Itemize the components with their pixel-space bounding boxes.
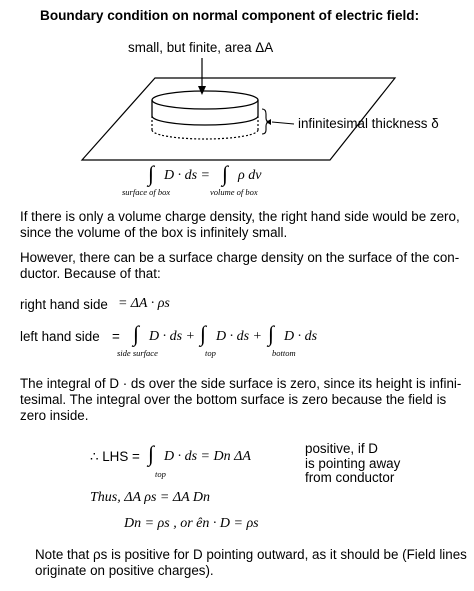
rhs-expr: = ΔA · ρs — [118, 296, 170, 311]
note-positive: is pointing away — [305, 456, 401, 471]
lhs-term-bottom: D · ds — [284, 329, 318, 344]
integral-sign: ∫ — [133, 321, 140, 346]
area-label: small, but finite, area ΔA — [128, 40, 274, 55]
lhs-label: left hand side — [20, 329, 100, 344]
para1-line: since the volume of the box is infinitely small. — [20, 225, 288, 240]
para3-line: The integral of D · ds over the side surface is zero, since its height is infini- — [20, 376, 462, 391]
note-positive: from conductor — [305, 470, 395, 485]
thus-line: Thus, ΔA ρs = ΔA Dn — [90, 490, 210, 505]
thickness-arrow — [272, 122, 294, 124]
pillbox-top — [152, 91, 258, 109]
integral-sign: ∫ — [268, 321, 275, 346]
lhs-term-top: D · ds + — [216, 329, 263, 344]
integral-sign: ∫ — [148, 161, 155, 186]
para2-line: However, there can be a surface charge density on the surface of the con- — [20, 250, 460, 265]
para3-line: tesimal. The integral over the bottom surface is zero because the field is — [20, 392, 447, 407]
eq1-sub-right: volume of box — [210, 187, 258, 197]
therefore-lhs: ∴ LHS = — [90, 449, 140, 464]
note-line: originate on positive charges). — [35, 563, 214, 578]
eq1-sub-left: surface of box — [122, 187, 171, 197]
final-equation: Dn = ρs , or ên · D = ρs — [124, 516, 259, 531]
lhs-term-side: D · ds + — [149, 329, 196, 344]
integral-sign: ∫ — [200, 321, 207, 346]
note-line: Note that ρs is positive for D pointing outward, as it should be (Field lines — [35, 547, 467, 562]
rhs-label: right hand side — [20, 297, 108, 312]
lhs-equals: = — [112, 329, 120, 344]
lhs-sub-top: top — [205, 348, 216, 358]
therefore-expr: D · ds = Dn ΔA — [164, 449, 251, 464]
therefore-sub: top — [155, 469, 166, 479]
thickness-label: infinitesimal thickness δ — [298, 116, 439, 131]
note-positive: positive, if D — [305, 441, 378, 456]
page-title: Boundary condition on normal component of electric field: — [40, 8, 420, 23]
integral-sign: ∫ — [222, 161, 229, 186]
eq1-rhs: ρ dv — [238, 168, 262, 183]
para3-line: zero inside. — [20, 408, 89, 423]
integral-sign: ∫ — [148, 441, 155, 466]
lhs-sub-side: side surface — [117, 348, 158, 358]
para2-line: ductor. Because of that: — [20, 266, 161, 281]
eq1-lhs: D · ds = — [164, 168, 211, 183]
para1-line: If there is only a volume charge density, the right hand side would be zero, — [20, 209, 460, 224]
lhs-sub-bottom: bottom — [272, 348, 296, 358]
